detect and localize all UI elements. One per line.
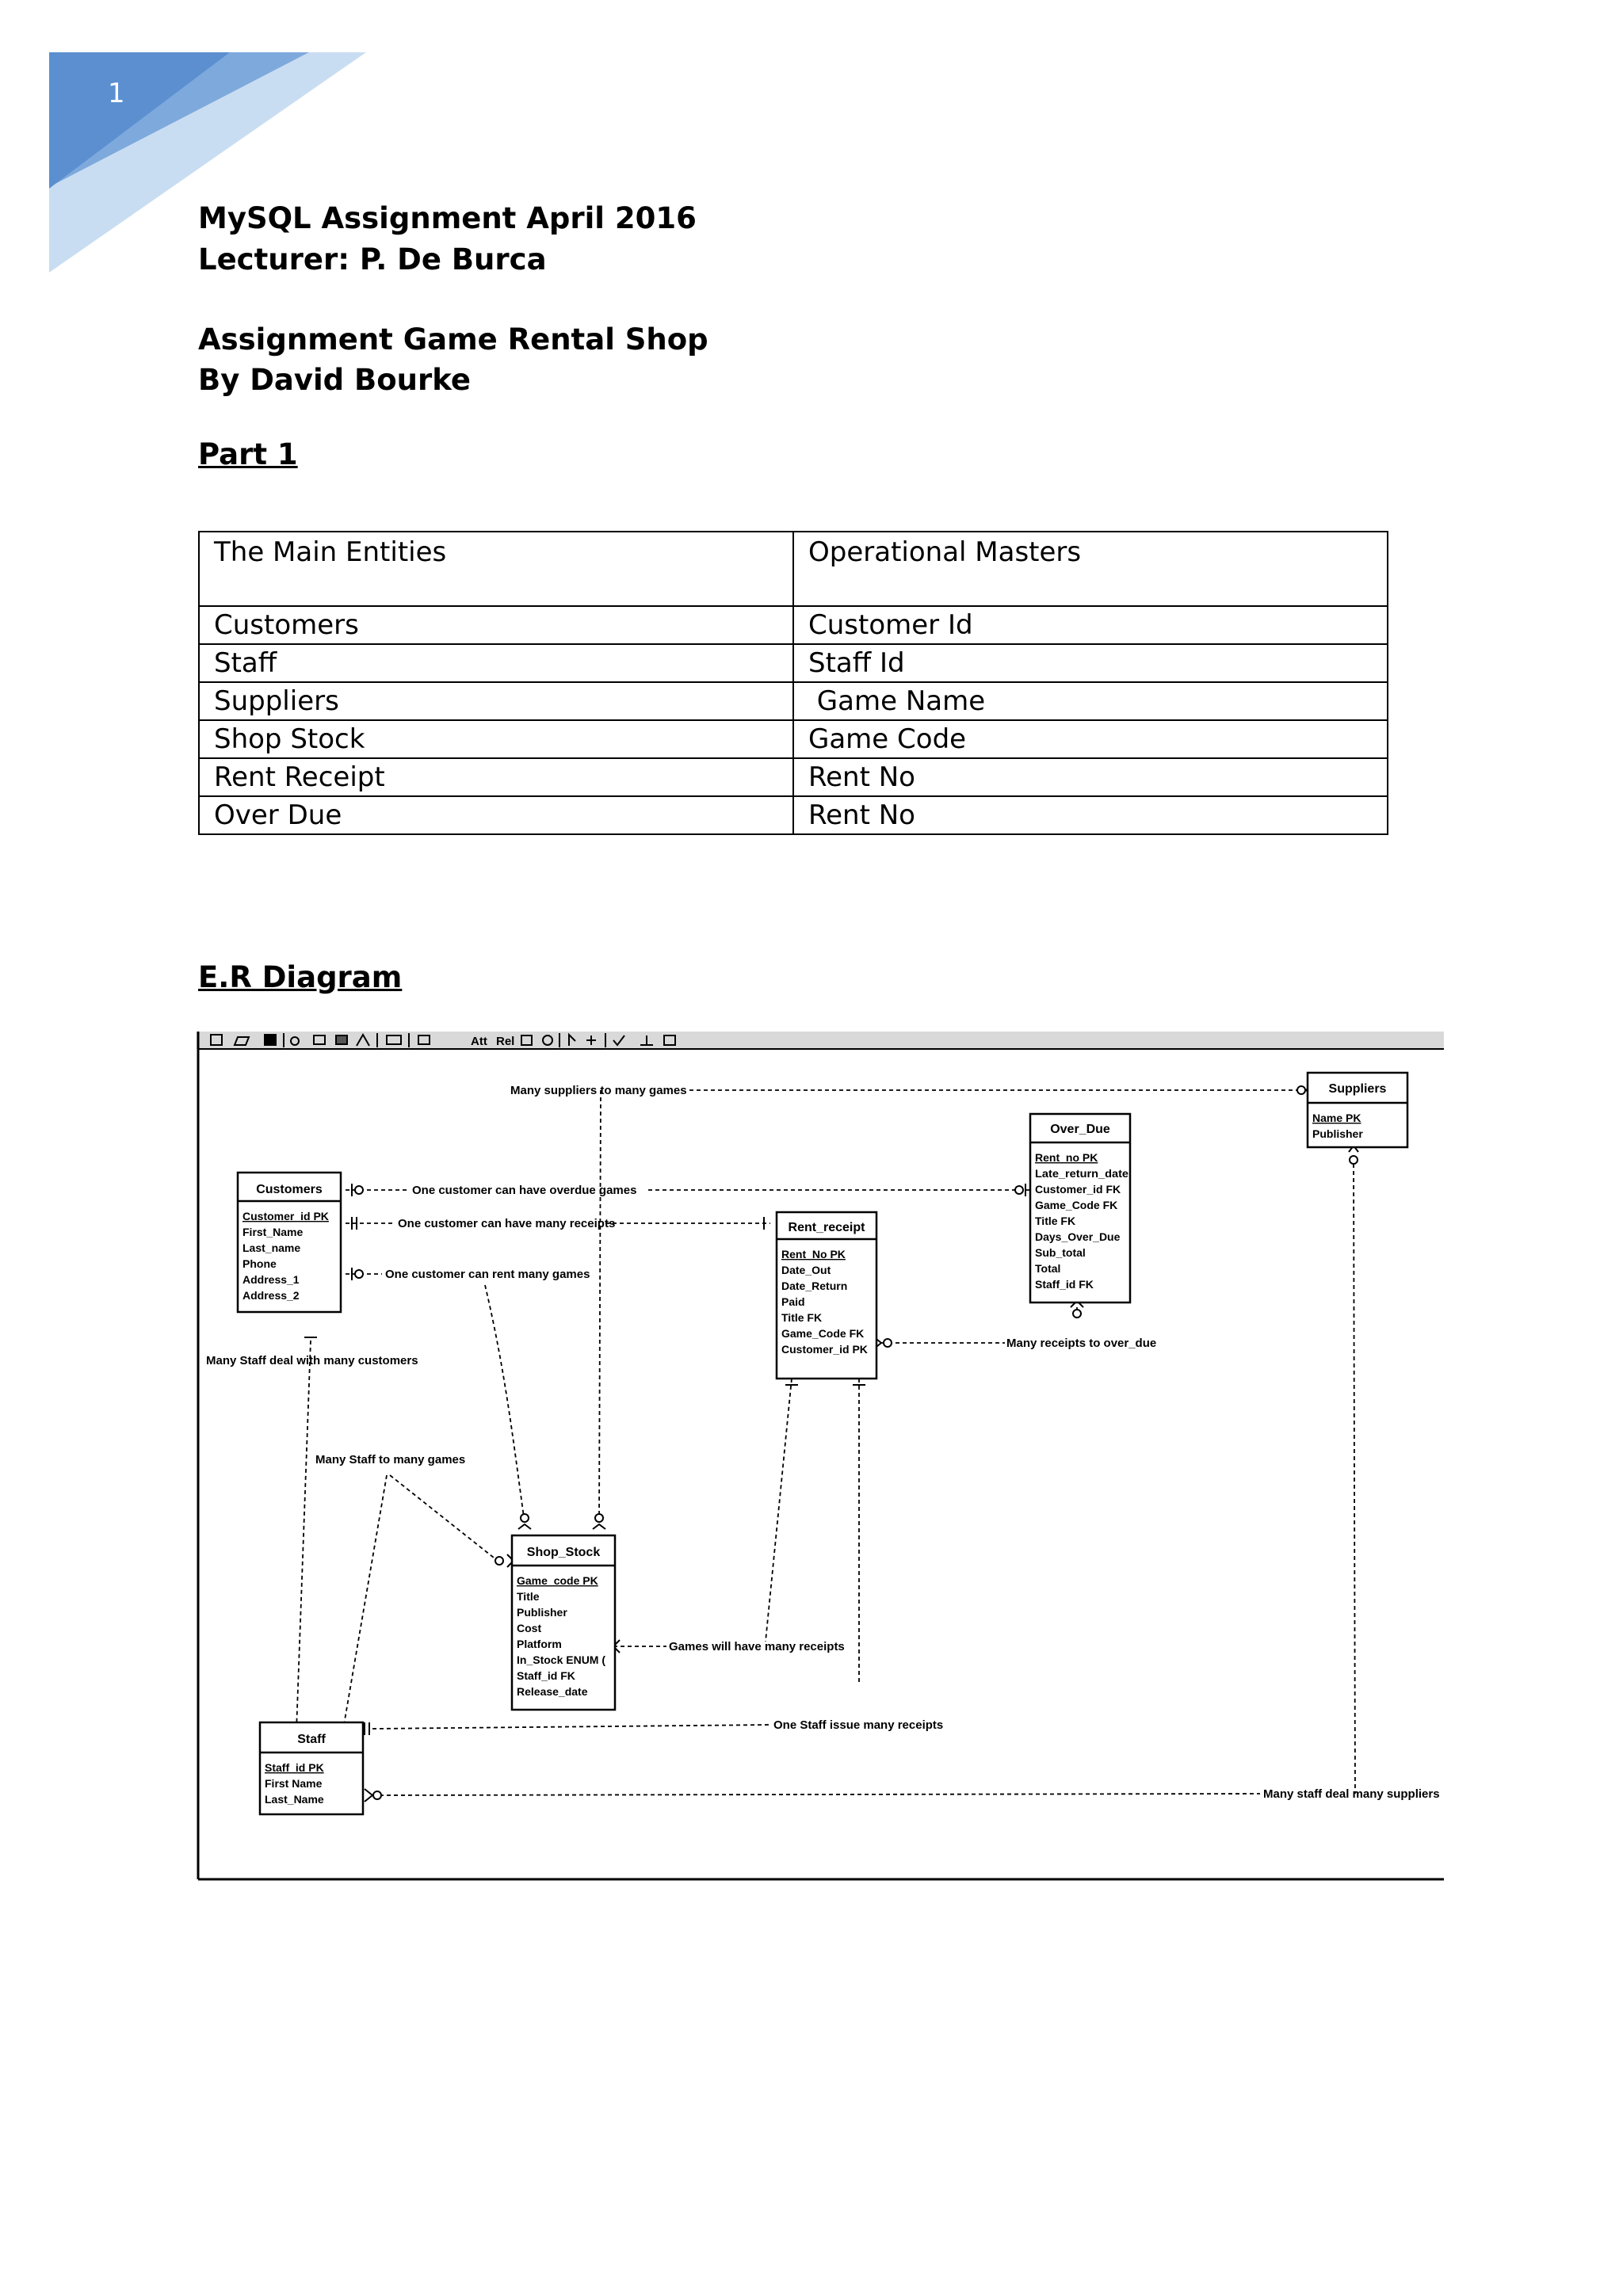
entity-field: Customer_id FK — [1035, 1183, 1121, 1196]
entity-title-over-due: Over_Due — [1050, 1123, 1110, 1136]
table-cell: Customers — [199, 606, 793, 644]
line-staff-receipts — [372, 1725, 770, 1729]
entities-table — [198, 531, 1388, 835]
rel-label-staff-customers: Many Staff deal with many customers — [206, 1354, 418, 1367]
paste-icon — [336, 1035, 347, 1044]
entity-field: Days_Over_Due — [1035, 1230, 1121, 1243]
page-number: 1 — [108, 78, 125, 109]
table-header-row — [199, 532, 1388, 606]
rel-label-games-receipts: Games will have many receipts — [669, 1640, 845, 1653]
title-line-1: MySQL Assignment April 2016 — [198, 201, 697, 235]
entity-field: Last_Name — [265, 1793, 324, 1806]
rel-label-staff-suppliers: Many staff deal many suppliers — [1263, 1787, 1440, 1801]
rel-label-customer-receipts: One customer can have many receipts — [398, 1217, 616, 1230]
table-cell: Customer Id — [793, 606, 1388, 644]
entity-field: Sub_total — [1035, 1246, 1086, 1259]
entity-field: Title FK — [1035, 1215, 1076, 1227]
entity-field: Customer_id PK — [781, 1343, 868, 1356]
marker-circle — [355, 1270, 363, 1278]
marker-circle — [1350, 1156, 1358, 1164]
line-staff-games — [390, 1475, 498, 1561]
entity-title-suppliers: Suppliers — [1328, 1082, 1387, 1096]
entity-field: Staff_id FK — [517, 1669, 575, 1682]
line-staff-suppliers — [372, 1794, 1260, 1795]
entity-field: Name PK — [1312, 1112, 1361, 1124]
title-line-4: By David Bourke — [198, 363, 471, 397]
table-row — [199, 720, 1388, 758]
line-staff-games-down — [339, 1475, 387, 1753]
table-cell: Game Code — [793, 720, 1388, 758]
title-line-3: Assignment Game Rental Shop — [198, 322, 708, 357]
entity-field: Date_Return — [781, 1280, 848, 1292]
line-suppliers-staff — [1354, 1157, 1355, 1794]
table-row — [199, 644, 1388, 682]
entity-field: First Name — [265, 1777, 323, 1790]
marker-circle — [595, 1514, 603, 1522]
rel-label-receipts-overdue: Many receipts to over_due — [1006, 1337, 1157, 1350]
entity-field: Rent_No PK — [781, 1248, 846, 1261]
marker-circle — [884, 1339, 892, 1347]
er-heading: E.R Diagram — [198, 960, 403, 994]
table-cell: Suppliers — [199, 682, 793, 720]
marker-circle — [1297, 1086, 1305, 1094]
table-cell: Shop Stock — [199, 720, 793, 758]
entity-field: Date_Out — [781, 1264, 831, 1276]
entity-field: Phone — [242, 1257, 277, 1270]
line-suppliers-games-vertical — [599, 1090, 601, 1523]
entity-field: Total — [1035, 1262, 1061, 1275]
entity-field: Title — [517, 1590, 540, 1603]
marker-crowfoot — [518, 1524, 531, 1529]
er-diagram — [197, 1032, 1444, 1882]
table-cell: Game Name — [793, 682, 1388, 720]
marker-circle — [355, 1186, 363, 1194]
entity-title-shop-stock: Shop_Stock — [526, 1546, 601, 1559]
table-row — [199, 682, 1388, 720]
entity-field: Customer_id PK — [242, 1210, 329, 1222]
table-row — [199, 758, 1388, 796]
entity-field: Rent_no PK — [1035, 1151, 1098, 1164]
line-customer-games-down — [485, 1285, 525, 1523]
entity-field: Title FK — [781, 1311, 823, 1324]
table-cell: Staff — [199, 644, 793, 682]
table-header-cell: The Main Entities — [199, 532, 793, 606]
entity-field: Game_code PK — [517, 1574, 598, 1587]
entity-field: Publisher — [517, 1606, 567, 1619]
entity-field: Release_date — [517, 1685, 588, 1698]
marker-circle — [373, 1791, 381, 1799]
marker-circle — [1015, 1186, 1023, 1194]
entity-field: Address_2 — [242, 1289, 300, 1302]
marker-crowfoot — [593, 1524, 605, 1529]
entity-field: Last_name — [242, 1241, 301, 1254]
table-row — [199, 796, 1388, 834]
rel-label-suppliers-games: Many suppliers to many games — [510, 1084, 687, 1097]
entity-field: Publisher — [1312, 1127, 1363, 1140]
table-header-cell: Operational Masters — [793, 532, 1388, 606]
entity-field: Staff_id PK — [265, 1761, 324, 1774]
entity-field: Cost — [517, 1622, 542, 1634]
rel-label-customer-overdue: One customer can have overdue games — [412, 1184, 637, 1197]
rel-label-staff-receipts: One Staff issue many receipts — [773, 1718, 944, 1732]
table-cell: Over Due — [199, 796, 793, 834]
entity-field: Game_Code FK — [781, 1327, 865, 1340]
marker-circle — [495, 1557, 503, 1565]
marker-crowfoot — [365, 1789, 372, 1802]
entity-field: Platform — [517, 1638, 562, 1650]
table-row — [199, 606, 1388, 644]
toolbar-att-label: Att — [471, 1035, 487, 1048]
save-icon — [265, 1035, 276, 1045]
entity-title-customers: Customers — [256, 1183, 323, 1196]
entity-field: Late_return_date — [1035, 1167, 1129, 1180]
toolbar-strip — [197, 1032, 1444, 1049]
table-cell: Staff Id — [793, 644, 1388, 682]
title-line-2: Lecturer: P. De Burca — [198, 242, 547, 277]
entity-title-staff: Staff — [297, 1733, 326, 1746]
part-heading: Part 1 — [198, 437, 298, 471]
entity-field: In_Stock ENUM ( — [517, 1653, 606, 1666]
entity-field: Game_Code FK — [1035, 1199, 1118, 1211]
table-cell: Rent No — [793, 758, 1388, 796]
table-cell: Rent Receipt — [199, 758, 793, 796]
entity-field: Paid — [781, 1295, 805, 1308]
entity-title-rent-receipt: Rent_receipt — [788, 1221, 865, 1234]
line-receipts-games — [766, 1379, 792, 1642]
line-staff-customers — [296, 1341, 311, 1753]
rel-label-staff-games: Many Staff to many games — [315, 1453, 466, 1466]
entity-field: Staff_id FK — [1035, 1278, 1094, 1291]
table-cell: Rent No — [793, 796, 1388, 834]
marker-circle — [1073, 1310, 1081, 1318]
marker-circle — [521, 1514, 529, 1522]
entity-field: Address_1 — [242, 1273, 300, 1286]
entity-field: First_Name — [242, 1226, 304, 1238]
toolbar-rel-label: Rel — [496, 1035, 515, 1048]
er-diagram-canvas — [197, 1032, 1444, 1882]
rel-label-customer-games: One customer can rent many games — [385, 1268, 590, 1281]
